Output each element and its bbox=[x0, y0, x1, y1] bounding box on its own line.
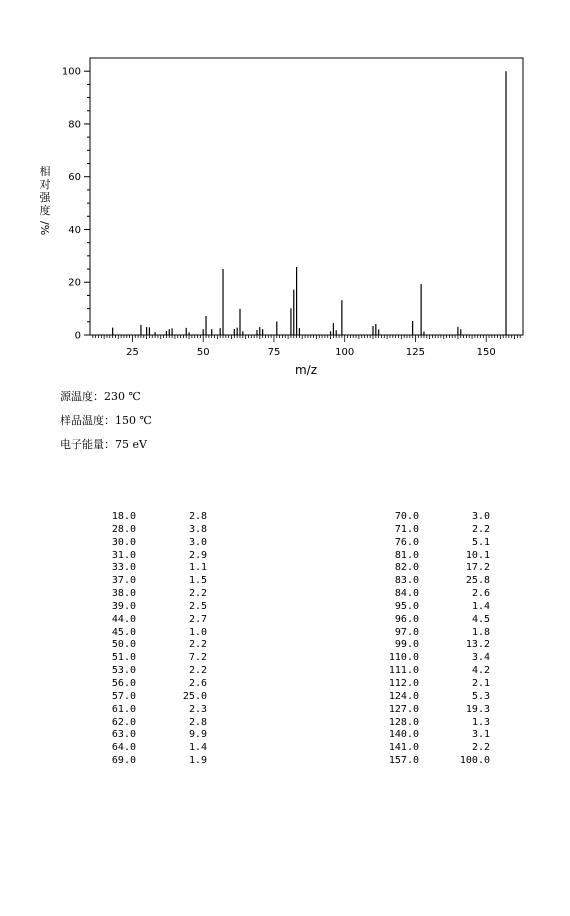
peak-row bbox=[370, 691, 490, 704]
peak-mz: 38.0 bbox=[111, 588, 136, 600]
source-temperature: 源温度：230 ℃ bbox=[60, 390, 141, 403]
peak-mz: 28.0 bbox=[111, 523, 136, 535]
peak-row bbox=[370, 588, 490, 601]
peak-mz: 33.0 bbox=[111, 562, 136, 574]
peak-mz: 50.0 bbox=[111, 639, 136, 651]
peak-abundance: 1.4 bbox=[471, 600, 490, 612]
peak-abundance: 2.2 bbox=[188, 588, 207, 600]
x-tick-label: 150 bbox=[476, 347, 496, 358]
peak-row bbox=[90, 614, 207, 627]
peak-row bbox=[370, 575, 490, 588]
peak-mz: 30.0 bbox=[111, 536, 136, 548]
peak-abundance: 1.4 bbox=[188, 742, 207, 754]
peak-row bbox=[90, 511, 207, 524]
peak-abundance: 1.8 bbox=[471, 626, 490, 638]
peak-row bbox=[90, 678, 207, 691]
peak-abundance: 2.6 bbox=[471, 588, 490, 600]
peak-row bbox=[370, 717, 490, 730]
peak-mz: 110.0 bbox=[388, 652, 419, 664]
peak-abundance: 13.2 bbox=[465, 639, 490, 651]
x-axis-label: m/z bbox=[294, 363, 318, 377]
peak-mz: 81.0 bbox=[394, 549, 419, 561]
y-axis-label-char: 相 bbox=[39, 165, 51, 178]
peak-mz: 31.0 bbox=[111, 549, 136, 561]
peak-mz: 82.0 bbox=[394, 562, 419, 574]
peak-abundance: 19.3 bbox=[465, 703, 490, 715]
peak-mz: 45.0 bbox=[111, 626, 136, 638]
peak-abundance: 2.2 bbox=[471, 523, 490, 535]
peak-mz: 39.0 bbox=[111, 600, 136, 612]
peak-mz: 51.0 bbox=[111, 652, 136, 664]
peak-mz: 57.0 bbox=[111, 690, 136, 702]
peak-mz: 37.0 bbox=[111, 575, 136, 587]
peak-mz: 141.0 bbox=[388, 742, 419, 754]
peak-row bbox=[90, 652, 207, 665]
y-tick-label: 80 bbox=[68, 119, 81, 131]
peak-abundance: 2.3 bbox=[188, 703, 207, 715]
x-axis bbox=[93, 335, 520, 358]
peak-mz: 84.0 bbox=[394, 588, 419, 600]
peak-row bbox=[90, 601, 207, 614]
peak-mz: 64.0 bbox=[111, 742, 136, 754]
peak-row bbox=[90, 665, 207, 678]
peak-abundance: 3.0 bbox=[188, 536, 207, 548]
peak-row bbox=[370, 704, 490, 717]
peak-mz: 61.0 bbox=[111, 703, 136, 715]
peak-row bbox=[90, 755, 207, 768]
peak-row bbox=[90, 691, 207, 704]
plot-border bbox=[90, 58, 523, 335]
y-axis bbox=[62, 67, 90, 342]
peak-row bbox=[90, 550, 207, 563]
y-tick-label: 60 bbox=[68, 172, 81, 184]
peak-row bbox=[90, 524, 207, 537]
peak-abundance: 2.8 bbox=[188, 716, 207, 728]
spectrum-bars bbox=[113, 71, 506, 335]
peak-row bbox=[90, 639, 207, 652]
plot-frame bbox=[90, 58, 523, 335]
peak-table-right bbox=[370, 511, 490, 768]
peak-abundance: 5.3 bbox=[471, 690, 490, 702]
peak-row bbox=[370, 537, 490, 550]
y-tick-label: 20 bbox=[68, 277, 81, 289]
y-axis-label-char: 对 bbox=[39, 178, 51, 191]
peak-abundance: 25.0 bbox=[182, 690, 207, 702]
peak-row bbox=[90, 588, 207, 601]
peak-row bbox=[370, 562, 490, 575]
peak-mz: 97.0 bbox=[394, 626, 419, 638]
peak-abundance: 2.1 bbox=[471, 677, 490, 689]
peak-abundance: 2.2 bbox=[471, 742, 490, 754]
peak-abundance: 4.2 bbox=[471, 665, 490, 677]
peak-abundance: 2.6 bbox=[188, 677, 207, 689]
peak-row bbox=[370, 614, 490, 627]
x-tick-label: 50 bbox=[196, 347, 210, 358]
peak-row bbox=[370, 601, 490, 614]
peak-mz: 70.0 bbox=[394, 511, 419, 522]
peak-mz: 62.0 bbox=[111, 716, 136, 728]
peak-row bbox=[370, 639, 490, 652]
peak-abundance: 1.9 bbox=[188, 755, 207, 767]
x-tick-label: 125 bbox=[405, 347, 426, 358]
y-axis-label bbox=[38, 164, 52, 235]
peak-row bbox=[370, 652, 490, 665]
peak-row bbox=[370, 755, 490, 768]
peak-mz: 44.0 bbox=[111, 613, 136, 625]
peak-mz: 69.0 bbox=[111, 755, 136, 767]
peak-row bbox=[90, 537, 207, 550]
peak-mz: 71.0 bbox=[394, 523, 419, 535]
x-tick-label: 25 bbox=[126, 347, 139, 358]
y-tick-label: 0 bbox=[74, 330, 81, 342]
peak-abundance: 2.2 bbox=[188, 665, 207, 677]
peak-row bbox=[370, 729, 490, 742]
peak-abundance: 4.5 bbox=[471, 613, 490, 625]
peak-mz: 128.0 bbox=[388, 716, 419, 728]
peak-row bbox=[90, 729, 207, 742]
peak-mz: 140.0 bbox=[388, 729, 419, 741]
peak-mz: 127.0 bbox=[388, 703, 419, 715]
peak-row bbox=[370, 511, 490, 524]
peak-abundance: 2.9 bbox=[188, 549, 207, 561]
electron-energy: 电子能量：75 eV bbox=[60, 438, 147, 451]
peak-row bbox=[370, 665, 490, 678]
peak-row bbox=[90, 575, 207, 588]
peak-row bbox=[370, 742, 490, 755]
peak-abundance: 10.1 bbox=[465, 549, 490, 561]
peak-mz: 56.0 bbox=[111, 677, 136, 689]
peak-mz: 99.0 bbox=[394, 639, 419, 651]
peak-row bbox=[370, 678, 490, 691]
peak-abundance: 3.1 bbox=[471, 729, 490, 741]
peak-abundance: 1.0 bbox=[188, 626, 207, 638]
peak-abundance: 1.1 bbox=[188, 562, 207, 574]
y-axis-label-char: 强 bbox=[39, 191, 51, 204]
peak-row bbox=[90, 627, 207, 640]
peak-abundance: 3.8 bbox=[188, 523, 207, 535]
y-axis-label-unit: /% bbox=[38, 221, 51, 236]
peak-table-left bbox=[90, 511, 207, 768]
peak-abundance: 17.2 bbox=[465, 562, 490, 574]
y-axis-label-char: 度 bbox=[39, 204, 51, 217]
peak-mz: 95.0 bbox=[394, 600, 419, 612]
peak-row bbox=[90, 742, 207, 755]
peak-abundance: 3.4 bbox=[471, 652, 490, 664]
peak-mz: 124.0 bbox=[388, 690, 419, 702]
peak-row bbox=[90, 704, 207, 717]
peak-mz: 111.0 bbox=[388, 665, 419, 677]
peak-mz: 112.0 bbox=[388, 677, 419, 689]
peak-abundance: 2.8 bbox=[188, 511, 207, 522]
peak-abundance: 1.5 bbox=[188, 575, 207, 587]
peak-abundance: 2.5 bbox=[188, 600, 207, 612]
peak-abundance: 25.8 bbox=[465, 575, 490, 587]
peak-row bbox=[370, 524, 490, 537]
y-tick-label: 100 bbox=[61, 66, 81, 78]
peak-abundance: 100.0 bbox=[459, 755, 490, 767]
peak-abundance: 1.3 bbox=[471, 716, 490, 728]
peak-abundance: 2.7 bbox=[188, 613, 207, 625]
peak-abundance: 9.9 bbox=[188, 729, 207, 741]
peak-mz: 96.0 bbox=[394, 613, 419, 625]
peak-row bbox=[370, 550, 490, 563]
peak-abundance: 5.1 bbox=[471, 536, 490, 548]
peak-row bbox=[90, 562, 207, 575]
x-tick-label: 75 bbox=[267, 347, 281, 358]
mass-spectrum-chart bbox=[0, 0, 570, 390]
peak-mz: 83.0 bbox=[394, 575, 419, 587]
peak-abundance: 7.2 bbox=[188, 652, 207, 664]
sample-temperature: 样品温度：150 ℃ bbox=[60, 414, 152, 427]
x-tick-label: 100 bbox=[335, 347, 355, 358]
peak-mz: 18.0 bbox=[111, 511, 136, 522]
peak-abundance: 2.2 bbox=[188, 639, 207, 651]
peak-mz: 76.0 bbox=[394, 536, 419, 548]
peak-mz: 63.0 bbox=[111, 729, 136, 741]
peak-mz: 53.0 bbox=[111, 665, 136, 677]
peak-mz: 157.0 bbox=[388, 755, 419, 767]
peak-abundance: 3.0 bbox=[471, 511, 490, 522]
y-tick-label: 40 bbox=[68, 224, 81, 236]
peak-row bbox=[90, 717, 207, 730]
peak-row bbox=[370, 627, 490, 640]
